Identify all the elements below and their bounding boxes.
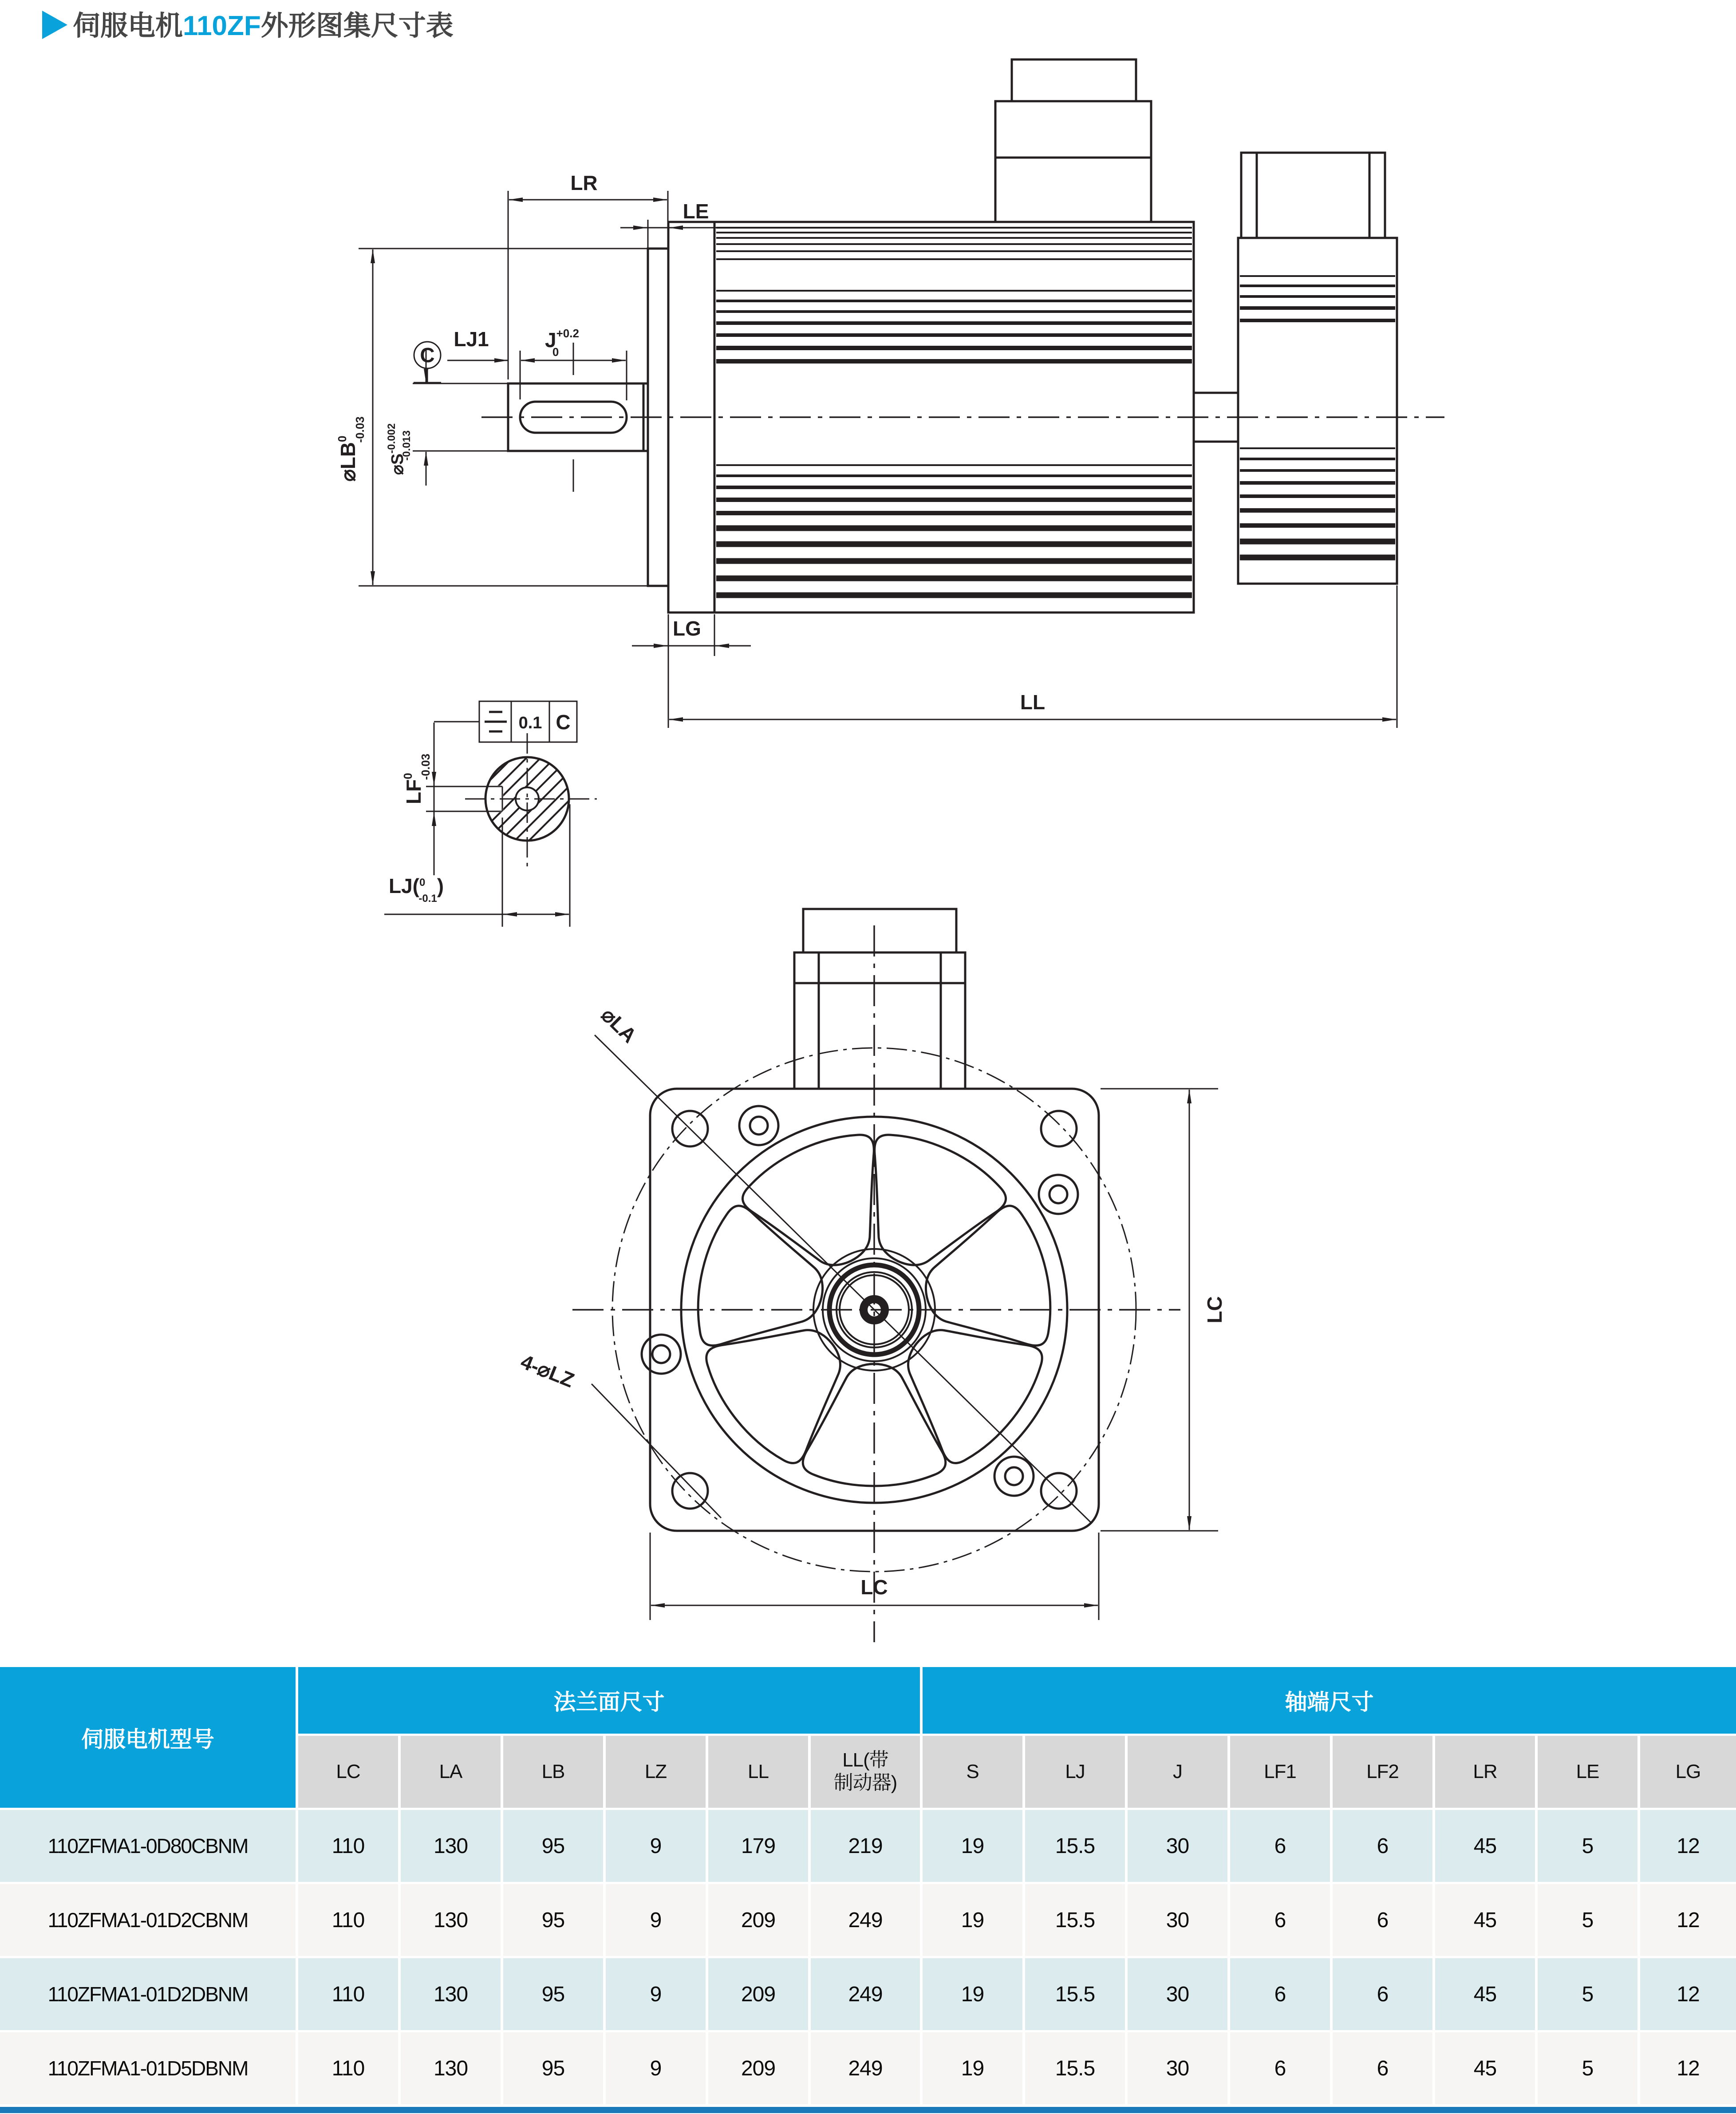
title-arrow-icon <box>42 11 67 39</box>
table-cell-value: 15.5 <box>1025 2032 1125 2104</box>
label-ll: LL <box>1020 691 1046 714</box>
label-datum-c: C <box>420 344 435 367</box>
table-cell-value: 110 <box>298 1884 398 1956</box>
table-cell-value: 15.5 <box>1025 1810 1125 1882</box>
front-connector-cap <box>803 909 956 952</box>
fins-med1 <box>716 286 1395 476</box>
table-cell-value: 95 <box>503 1884 603 1956</box>
table-cell-value: 209 <box>708 2032 808 2104</box>
table-cell-value: 12 <box>1640 1884 1736 1956</box>
table-cell-value: 12 <box>1640 1810 1736 1882</box>
label-dia-lb <box>335 416 367 482</box>
page-title <box>42 11 454 41</box>
col-header-s: S <box>923 1736 1022 1808</box>
col-header-lc: LC <box>298 1736 398 1808</box>
table-cell-value: 30 <box>1128 1884 1227 1956</box>
cover-screws <box>642 1106 1078 1496</box>
table-cell-value: 6 <box>1230 1884 1330 1956</box>
col-header-lr: LR <box>1435 1736 1535 1808</box>
table-cell-value: 95 <box>503 2032 603 2104</box>
table-cell-value: 9 <box>606 1810 706 1882</box>
col-header-lf1: LF1 <box>1230 1736 1330 1808</box>
table-cell-value: 95 <box>503 1958 603 2030</box>
table-header-flange-group: 法兰面尺寸 <box>298 1667 920 1734</box>
table-cell-value: 30 <box>1128 1958 1227 2030</box>
label-s-sub: -0.013 <box>401 430 413 461</box>
label-j-sub: 0 <box>552 345 559 359</box>
table-header-shaft-group: 轴端尺寸 <box>923 1667 1736 1734</box>
label-lj-suffix: ) <box>437 874 444 897</box>
label-j-main: J <box>545 328 556 352</box>
table-cell-value: 209 <box>708 1958 808 2030</box>
table-cell-value: 45 <box>1435 1810 1535 1882</box>
col-header-le: LE <box>1538 1736 1637 1808</box>
table-cell-value: 130 <box>401 2032 501 2104</box>
table-cell-value: 6 <box>1333 2032 1432 2104</box>
encoder-connector <box>1241 153 1385 238</box>
label-lj-sup: 0 <box>419 877 426 889</box>
label-lj-prefix: LJ( <box>389 874 419 897</box>
label-lf-sup: 0 <box>401 773 414 779</box>
table-cell-value: 130 <box>401 1810 501 1882</box>
table-cell-value: 6 <box>1230 2032 1330 2104</box>
col-header-lj: LJ <box>1025 1736 1125 1808</box>
col-header-la: LA <box>401 1736 501 1808</box>
table-cell-value: 249 <box>811 2032 920 2104</box>
label-lb-main: ⌀LB <box>336 442 359 482</box>
label-le: LE <box>683 200 709 223</box>
label-lc-side: LC <box>1203 1296 1226 1324</box>
fins-med2 <box>716 308 1395 496</box>
table-cell-value: 15.5 <box>1025 1884 1125 1956</box>
title-suffix: 外形图集尺寸表 <box>260 11 454 41</box>
table-cell-value: 12 <box>1640 1958 1736 2030</box>
power-connector-cap <box>1012 59 1136 101</box>
col-header-lf2: LF2 <box>1333 1736 1432 1808</box>
label-lb-sup: 0 <box>335 435 349 442</box>
power-connector-body <box>995 101 1151 222</box>
table-header-model: 伺服电机型号 <box>0 1667 296 1808</box>
table-cell-value: 6 <box>1230 1810 1330 1882</box>
table-cell-model: 110ZFMA1-01D2CBNM <box>0 1884 296 1956</box>
front-view <box>517 909 1226 1642</box>
label-j-sup: +0.2 <box>556 327 579 340</box>
label-lg: LG <box>673 617 701 640</box>
table-cell-value: 5 <box>1538 1884 1637 1956</box>
table-cell-value: 19 <box>923 2032 1022 2104</box>
shaft-section-view <box>384 701 637 927</box>
table-cell-model: 110ZFMA1-0D80CBNM <box>0 1810 296 1882</box>
table-cell-value: 15.5 <box>1025 1958 1125 2030</box>
label-lj-sub: -0.1 <box>418 893 437 905</box>
table-cell-value: 30 <box>1128 1810 1227 1882</box>
label-s-main: ⌀S <box>388 453 407 475</box>
table-cell-value: 45 <box>1435 1884 1535 1956</box>
table-cell-value: 9 <box>606 1958 706 2030</box>
table-cell-value: 5 <box>1538 1810 1637 1882</box>
table-cell-value: 110 <box>298 1810 398 1882</box>
label-lb-sub: -0.03 <box>353 416 367 443</box>
table-cell-value: 45 <box>1435 2032 1535 2104</box>
label-lf-main: LF <box>402 779 425 804</box>
table-cell-value: 110 <box>298 2032 398 2104</box>
title-model: 110ZF <box>183 11 261 41</box>
table-cell-model: 110ZFMA1-01D2DBNM <box>0 1958 296 2030</box>
table-cell-value: 6 <box>1333 1884 1432 1956</box>
label-lr: LR <box>570 171 598 194</box>
lz-leader <box>592 1384 721 1518</box>
table-cell-value: 12 <box>1640 2032 1736 2104</box>
col-header-j: J <box>1128 1736 1227 1808</box>
front-connector-body <box>794 952 965 1089</box>
label-dia-la: ⌀LA <box>596 1003 641 1047</box>
table-bottom-rule <box>0 2107 1736 2113</box>
table-cell-value: 6 <box>1333 1810 1432 1882</box>
table-cell-value: 95 <box>503 1810 603 1882</box>
fins-med3 <box>716 348 1395 526</box>
table-cell-value: 9 <box>606 2032 706 2104</box>
table-cell-value: 209 <box>708 1884 808 1956</box>
symmetry-icon <box>485 712 507 731</box>
table-cell-value: 249 <box>811 1884 920 1956</box>
fins-thick <box>716 528 1395 595</box>
table-cell-model: 110ZFMA1-01D5DBNM <box>0 2032 296 2104</box>
fcf-datum: C <box>556 711 571 734</box>
label-lf <box>401 754 432 804</box>
table-cell-value: 130 <box>401 1958 501 2030</box>
table-cell-value: 5 <box>1538 2032 1637 2104</box>
label-s-sup: -0.002 <box>386 423 398 454</box>
encoder-housing <box>1238 238 1397 584</box>
table-cell-value: 19 <box>923 1810 1022 1882</box>
label-lj1: LJ1 <box>454 328 489 351</box>
table-cell-value: 110 <box>298 1958 398 2030</box>
table-cell-value: 30 <box>1128 2032 1227 2104</box>
table-cell-value: 179 <box>708 1810 808 1882</box>
table-cell-value: 6 <box>1333 1958 1432 2030</box>
table-cell-value: 130 <box>401 1884 501 1956</box>
fcf-tolerance: 0.1 <box>518 714 542 732</box>
table-cell-value: 45 <box>1435 1958 1535 2030</box>
table-cell-value: 9 <box>606 1884 706 1956</box>
col-header-ll-brake-line2: 制动器) <box>833 1772 897 1794</box>
table-cell-value: 6 <box>1230 1958 1330 2030</box>
col-header-lg: LG <box>1640 1736 1736 1808</box>
col-header-lb: LB <box>503 1736 603 1808</box>
side-view <box>335 59 1444 728</box>
dia-la-leader <box>595 1035 1092 1523</box>
col-header-lz: LZ <box>606 1736 706 1808</box>
label-lf-sub: -0.03 <box>419 754 432 780</box>
label-lj <box>389 874 444 905</box>
table-cell-value: 5 <box>1538 1958 1637 2030</box>
table-cell-value: 249 <box>811 1958 920 2030</box>
dimension-table <box>0 1667 1736 2104</box>
table-cell-value: 19 <box>923 1884 1022 1956</box>
label-dia-s <box>386 423 413 475</box>
col-header-ll-brake-line1: LL(带 <box>842 1749 888 1771</box>
col-header-ll: LL <box>708 1736 808 1808</box>
page-title-text <box>73 11 454 41</box>
table-cell-value: 219 <box>811 1810 920 1882</box>
label-lz: 4-⌀LZ <box>517 1350 578 1392</box>
col-header-ll-brake <box>811 1736 920 1808</box>
title-prefix: 伺服电机 <box>73 11 183 41</box>
label-lc-bottom: LC <box>860 1576 888 1599</box>
table-cell-value: 19 <box>923 1958 1022 2030</box>
